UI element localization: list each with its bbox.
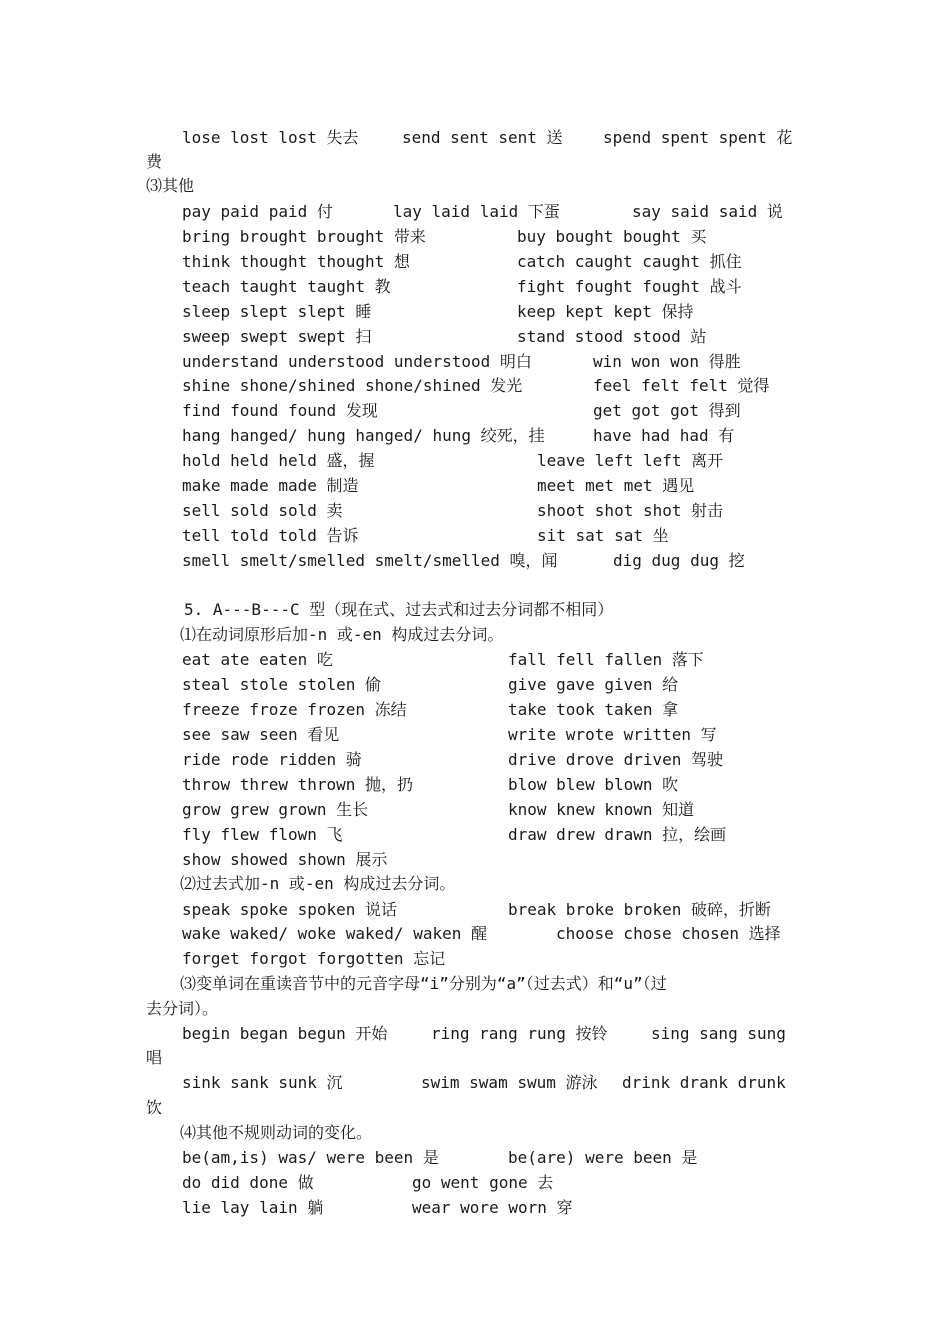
text-line xyxy=(0,374,950,398)
text-line xyxy=(0,947,950,971)
verb-entry: buy bought bought 买 xyxy=(517,227,707,246)
verb-entry: grow grew grown 生长 xyxy=(182,800,369,819)
text-line xyxy=(0,399,950,423)
verb-entry: take took taken 拿 xyxy=(508,700,679,719)
text-content: 饮 xyxy=(146,1098,163,1117)
verb-entry: shine shone/shined shone/shined 发光 xyxy=(182,376,523,395)
text-line xyxy=(0,350,950,374)
verb-entry: sit sat sat 坐 xyxy=(537,526,669,545)
text-content: 费 xyxy=(146,152,163,171)
verb-entry: be(am,is) was/ were been 是 xyxy=(182,1148,439,1167)
text-line xyxy=(0,798,950,822)
text-content: ⑵过去式加-n 或-en 构成过去分词。 xyxy=(180,874,456,893)
text-line xyxy=(0,972,950,996)
verb-entry: hold held held 盛，握 xyxy=(182,451,375,470)
text-content: forget forgot forgotten 忘记 xyxy=(182,949,446,968)
verb-entry: sleep slept slept 睡 xyxy=(182,302,372,321)
verb-entry: lie lay lain 躺 xyxy=(182,1198,324,1217)
verb-entry: spend spent spent 花 xyxy=(603,128,793,147)
text-line xyxy=(0,524,950,548)
text-line xyxy=(0,1046,950,1070)
verb-entry: ring rang rung 按铃 xyxy=(431,1024,608,1043)
verb-entry: bring brought brought 带来 xyxy=(182,227,426,246)
text-line xyxy=(0,823,950,847)
text-content: ⑶其他 xyxy=(146,176,195,195)
text-line xyxy=(0,723,950,747)
verb-entry: wear wore worn 穿 xyxy=(412,1198,573,1217)
verb-entry: make made made 制造 xyxy=(182,476,359,495)
verb-entry: stand stood stood 站 xyxy=(517,327,707,346)
verb-entry: draw drew drawn 拉，绘画 xyxy=(508,825,727,844)
text-content: show showed shown 展示 xyxy=(182,850,388,869)
verb-entry: break broke broken 破碎，折断 xyxy=(508,900,772,919)
verb-entry: win won won 得胜 xyxy=(593,352,741,371)
text-content: 5. A---B---C 型（现在式、过去式和过去分词都不相同） xyxy=(184,600,614,619)
verb-entry: sweep swept swept 扫 xyxy=(182,327,372,346)
verb-entry: leave left left 离开 xyxy=(537,451,724,470)
verb-entry: teach taught taught 教 xyxy=(182,277,391,296)
text-line xyxy=(0,997,950,1021)
text-content: ⑴在动词原形后加-n 或-en 构成过去分词。 xyxy=(180,625,504,644)
verb-entry: steal stole stolen 偷 xyxy=(182,675,382,694)
text-line xyxy=(0,275,950,299)
verb-entry: keep kept kept 保持 xyxy=(517,302,694,321)
text-line xyxy=(0,922,950,946)
verb-entry: fall fell fallen 落下 xyxy=(508,650,704,669)
verb-entry: choose chose chosen 选择 xyxy=(556,924,781,943)
verb-entry: eat ate eaten 吃 xyxy=(182,650,333,669)
verb-entry: give gave given 给 xyxy=(508,675,679,694)
verb-entry: send sent sent 送 xyxy=(402,128,563,147)
verb-entry: dig dug dug 挖 xyxy=(613,551,745,570)
verb-entry: sink sank sunk 沉 xyxy=(182,1073,343,1092)
verb-entry: sing sang sung xyxy=(651,1024,786,1043)
verb-entry: swim swam swum 游泳 xyxy=(421,1073,598,1092)
text-line xyxy=(0,598,950,622)
text-line xyxy=(0,250,950,274)
text-line xyxy=(0,174,950,198)
text-line xyxy=(0,1096,950,1120)
text-line xyxy=(0,1171,950,1195)
verb-entry: go went gone 去 xyxy=(412,1173,554,1192)
text-line xyxy=(0,200,950,224)
text-line xyxy=(0,698,950,722)
verb-entry: sell sold sold 卖 xyxy=(182,501,343,520)
text-line xyxy=(0,1121,950,1145)
text-line xyxy=(0,424,950,448)
text-line xyxy=(0,773,950,797)
verb-entry: see saw seen 看见 xyxy=(182,725,340,744)
verb-entry: know knew known 知道 xyxy=(508,800,695,819)
text-content: ⑶变单词在重读音节中的元音字母“i”分别为“a”（过去式）和“u”（过 xyxy=(180,974,667,993)
verb-entry: fly flew flown 飞 xyxy=(182,825,343,844)
verb-entry: get got got 得到 xyxy=(593,401,741,420)
verb-entry: blow blew blown 吹 xyxy=(508,775,679,794)
text-line xyxy=(0,648,950,672)
verb-entry: have had had 有 xyxy=(593,426,735,445)
verb-entry: say said said 说 xyxy=(632,202,783,221)
text-line xyxy=(0,126,950,150)
verb-entry: pay paid paid 付 xyxy=(182,202,333,221)
text-content: 唱 xyxy=(146,1048,163,1067)
text-line xyxy=(0,449,950,473)
verb-entry: tell told told 告诉 xyxy=(182,526,359,545)
verb-entry: lay laid laid 下蛋 xyxy=(393,202,560,221)
text-line xyxy=(0,748,950,772)
verb-entry: feel felt felt 觉得 xyxy=(593,376,770,395)
text-line xyxy=(0,325,950,349)
verb-entry: think thought thought 想 xyxy=(182,252,410,271)
text-line xyxy=(0,1146,950,1170)
text-line xyxy=(0,499,950,523)
verb-entry: hang hanged/ hung hanged/ hung 绞死，挂 xyxy=(182,426,545,445)
text-line xyxy=(0,1071,950,1095)
verb-entry: speak spoke spoken 说话 xyxy=(182,900,398,919)
verb-entry: drink drank drunk xyxy=(622,1073,786,1092)
verb-entry: meet met met 遇见 xyxy=(537,476,695,495)
text-line xyxy=(0,1022,950,1046)
text-line xyxy=(0,872,950,896)
verb-entry: shoot shot shot 射击 xyxy=(537,501,724,520)
verb-entry: lose lost lost 失去 xyxy=(182,128,359,147)
verb-entry: catch caught caught 抓住 xyxy=(517,252,742,271)
verb-entry: find found found 发现 xyxy=(182,401,378,420)
text-line xyxy=(0,225,950,249)
verb-entry: throw threw thrown 抛，扔 xyxy=(182,775,414,794)
text-line xyxy=(0,848,950,872)
text-line xyxy=(0,549,950,573)
verb-entry: drive drove driven 驾驶 xyxy=(508,750,724,769)
text-line xyxy=(0,150,950,174)
verb-entry: understand understood understood 明白 xyxy=(182,352,532,371)
verb-entry: begin began begun 开始 xyxy=(182,1024,388,1043)
text-line xyxy=(0,623,950,647)
verb-entry: wake waked/ woke waked/ waken 醒 xyxy=(182,924,487,943)
text-line xyxy=(0,474,950,498)
verb-entry: freeze froze frozen 冻结 xyxy=(182,700,407,719)
verb-entry: smell smelt/smelled smelt/smelled 嗅，闻 xyxy=(182,551,558,570)
text-content: 去分词）。 xyxy=(146,999,219,1018)
verb-entry: ride rode ridden 骑 xyxy=(182,750,362,769)
text-line xyxy=(0,673,950,697)
verb-entry: fight fought fought 战斗 xyxy=(517,277,742,296)
verb-entry: do did done 做 xyxy=(182,1173,314,1192)
text-line xyxy=(0,300,950,324)
text-line xyxy=(0,898,950,922)
verb-entry: be(are) were been 是 xyxy=(508,1148,698,1167)
text-content: ⑷其他不规则动词的变化。 xyxy=(180,1123,373,1142)
text-line xyxy=(0,1196,950,1220)
verb-entry: write wrote written 写 xyxy=(508,725,717,744)
